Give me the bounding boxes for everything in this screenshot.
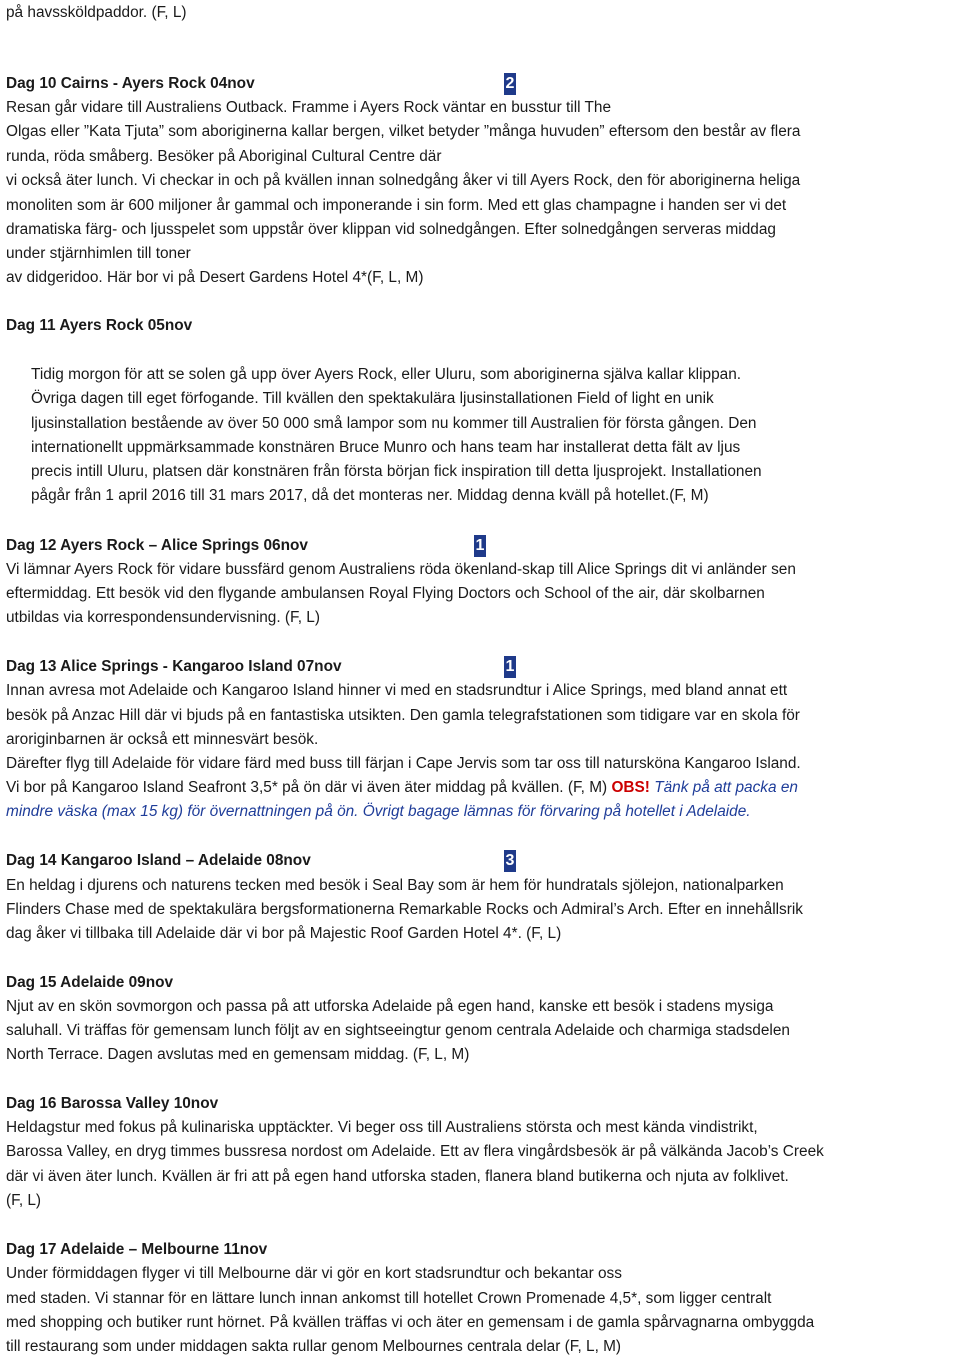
text-segment: monoliten som är 600 miljoner år gammal och imponerande i sin form. Med ett glas champagne i handen ser vi det bbox=[6, 197, 787, 214]
day-heading bbox=[6, 973, 173, 993]
day-number-badge: 3 bbox=[504, 850, 516, 872]
day-heading bbox=[6, 1094, 218, 1114]
text-line bbox=[6, 1118, 758, 1138]
text-segment: utbildas via korrespondensundervisning. (F, L) bbox=[6, 609, 320, 626]
text-line bbox=[6, 900, 803, 920]
text-segment: pågår från 1 april 2016 till 31 mars 2017, då det monteras ner. Middag denna kväll på hotellet.(F, M) bbox=[31, 487, 709, 504]
text-segment: saluhall. Vi träffas för gemensam lunch följt av en sightseeingtur genom centrala Adelaide och charmiga stadsdelen bbox=[6, 1022, 790, 1039]
day-number-badge: 1 bbox=[474, 535, 486, 557]
text-line bbox=[31, 486, 709, 506]
day-heading bbox=[6, 657, 342, 677]
text-line bbox=[31, 462, 762, 482]
text-line bbox=[6, 802, 751, 822]
text-segment: med staden. Vi stannar för en lättare lunch innan ankomst till hotellet Crown Promenade 4,5*, som ligger centralt bbox=[6, 1290, 772, 1307]
text-segment: precis intill Uluru, platsen där konstnären från första början fick inspiration till detta ljusprojekt. Installationen bbox=[31, 463, 762, 480]
text-line bbox=[31, 389, 714, 409]
day-heading bbox=[6, 1240, 267, 1260]
text-line bbox=[6, 997, 773, 1017]
text-line bbox=[6, 681, 787, 701]
text-segment: på havssköldpaddor. (F, L) bbox=[6, 4, 187, 21]
text-line bbox=[31, 414, 756, 434]
text-segment: Tidig morgon för att se solen gå upp över Ayers Rock, eller Uluru, som aboriginerna själva kallar klippan. bbox=[31, 366, 742, 383]
text-segment: En heldag i djurens och naturens tecken med besök i Seal Bay som är hem för hundratals sjölejon, nationalparken bbox=[6, 877, 784, 894]
text-segment: till restaurang som under middagen sakta rullar genom Melbournes centrala delar (F, L, M) bbox=[6, 1338, 622, 1355]
text-segment: aroriginbarnen är också ett minnesvärt besök. bbox=[6, 731, 319, 748]
text-line bbox=[6, 1264, 622, 1284]
day-heading bbox=[6, 851, 311, 871]
text-segment: Njut av en skön sovmorgon och passa på att utforska Adelaide på egen hand, kanske ett besök i stadens mysiga bbox=[6, 998, 774, 1015]
text-line bbox=[6, 924, 561, 944]
text-line bbox=[6, 1045, 469, 1065]
text-segment: dag åker vi tillbaka till Adelaide där vi bor på Majestic Roof Garden Hotel 4*. (F, L) bbox=[6, 925, 562, 942]
text-line bbox=[6, 122, 800, 142]
text-line bbox=[6, 196, 786, 216]
text-segment: under stjärnhimlen till toner bbox=[6, 245, 191, 262]
text-segment: Dag 16 Barossa Valley 10nov bbox=[6, 1095, 219, 1112]
text-line bbox=[6, 1191, 41, 1211]
text-segment: Dag 15 Adelaide 09nov bbox=[6, 974, 174, 991]
text-line bbox=[6, 1289, 771, 1309]
text-line bbox=[6, 876, 784, 896]
text-line bbox=[6, 268, 423, 288]
text-line bbox=[31, 438, 740, 458]
text-segment: Dag 10 Cairns - Ayers Rock 04nov bbox=[6, 75, 255, 92]
text-segment: Flinders Chase med de spektakulära bergsformationerna Remarkable Rocks och Admiral’s Arch. Efter en innehållsrik bbox=[6, 901, 803, 918]
text-line bbox=[6, 1337, 621, 1357]
text-line bbox=[6, 244, 191, 264]
text-line bbox=[6, 1167, 789, 1187]
text-segment: ljusinstallation bestående av över 50 000 små lampor som nu kommer till Australien för första gången. Den bbox=[31, 415, 757, 432]
text-line bbox=[6, 1142, 824, 1162]
text-segment: Dag 13 Alice Springs - Kangaroo Island 07nov bbox=[6, 658, 342, 675]
text-segment: Heldagstur med fokus på kulinariska upptäckter. Vi beger oss till Australiens största och mest kända vindistrikt, bbox=[6, 1119, 758, 1136]
day-heading bbox=[6, 316, 192, 336]
text-segment: Barossa Valley, en dryg timmes bussresa nordost om Adelaide. Ett av flera vingårdsbesök är på välkända Jacob’s Creek bbox=[6, 1143, 824, 1160]
text-line bbox=[6, 584, 765, 604]
text-segment: dramatiska färg- och ljusspelet som uppstår över klippan vid solnedgången. Efter solnedgången serveras middag bbox=[6, 221, 776, 238]
text-segment: med shopping och butiker runt hörnet. På kvällen träffas vi och äter en gemensam i de gamla spårvagnarna ombyggda bbox=[6, 1314, 815, 1331]
text-line bbox=[6, 608, 320, 628]
luggage-note: mindre väska (max 15 kg) för övernattningen på ön. Övrigt bagage lämnas för förvaring på hotellet i Adelaide. bbox=[6, 803, 751, 820]
text-segment: Därefter flyg till Adelaide för vidare färd med buss till färjan i Cape Jervis som tar oss till natursköna Kangaroo Island. bbox=[6, 755, 801, 772]
text-segment: North Terrace. Dagen avslutas med en gemensam middag. (F, L, M) bbox=[6, 1046, 470, 1063]
text-segment: runda, röda småberg. Besöker på Aboriginal Cultural Centre där bbox=[6, 148, 442, 165]
text-segment: vi också äter lunch. Vi checkar in och på kvällen innan solnedgång åker vi till Ayers Rock, den för aboriginerna heliga bbox=[6, 172, 801, 189]
luggage-note: Tänk på att packa en bbox=[649, 779, 798, 796]
text-segment: Innan avresa mot Adelaide och Kangaroo Island hinner vi med en stadsrundtur i Alice Springs, med bland annat ett bbox=[6, 682, 788, 699]
obs-label: OBS! bbox=[611, 779, 650, 796]
text-segment: Övriga dagen till eget förfogande. Till kvällen den spektakulära ljusinstallationen Field of light en unik bbox=[31, 390, 714, 407]
text-segment: Dag 14 Kangaroo Island – Adelaide 08nov bbox=[6, 852, 311, 869]
text-segment: Olgas eller ”Kata Tjuta” som aboriginerna kallar bergen, vilket betyder ”många huvuden” eftersom den består av flera bbox=[6, 123, 801, 140]
day-number-badge: 1 bbox=[504, 656, 516, 678]
text-segment: besök på Anzac Hill där vi bjuds på en fantastiska utsikten. Den gamla telegrafstationen som tidigare var en skola för bbox=[6, 707, 800, 724]
text-line bbox=[6, 147, 441, 167]
day-heading bbox=[6, 74, 255, 94]
text-segment: Dag 11 Ayers Rock 05nov bbox=[6, 317, 193, 334]
text-line bbox=[6, 560, 796, 580]
text-line bbox=[6, 706, 800, 726]
text-segment: Vi bor på Kangaroo Island Seafront 3,5* på ön där vi även äter middag på kvällen. (F, M) bbox=[6, 779, 612, 796]
text-line bbox=[6, 1313, 814, 1333]
text-line bbox=[6, 730, 318, 750]
text-segment: (F, L) bbox=[6, 1192, 42, 1209]
text-line bbox=[6, 98, 611, 118]
text-segment: Vi lämnar Ayers Rock för vidare bussfärd genom Australiens röda ökenland-skap till Alice Springs dit vi anländer sen bbox=[6, 561, 796, 578]
text-line bbox=[6, 778, 798, 798]
day-heading bbox=[6, 536, 308, 556]
text-line bbox=[6, 1021, 790, 1041]
text-segment: Dag 12 Ayers Rock – Alice Springs 06nov bbox=[6, 537, 308, 554]
text-line bbox=[6, 754, 801, 774]
text-segment: av didgeridoo. Här bor vi på Desert Gardens Hotel 4*(F, L, M) bbox=[6, 269, 424, 286]
day-number-badge: 2 bbox=[504, 73, 516, 95]
text-line bbox=[6, 220, 776, 240]
text-segment: Dag 17 Adelaide – Melbourne 11nov bbox=[6, 1241, 268, 1258]
text-segment: internationellt uppmärksammade konstnären Bruce Munro och hans team har installerat detta fält av ljus bbox=[31, 439, 741, 456]
text-line bbox=[6, 3, 187, 23]
text-line bbox=[6, 171, 800, 191]
text-segment: Under förmiddagen flyger vi till Melbourne där vi gör en kort stadsrundtur och bekantar oss bbox=[6, 1265, 622, 1282]
text-segment: Resan går vidare till Australiens Outback. Framme i Ayers Rock väntar en busstur till The bbox=[6, 99, 612, 116]
text-line bbox=[31, 365, 741, 385]
text-segment: eftermiddag. Ett besök vid den flygande ambulansen Royal Flying Doctors och School of the air, där skolbarnen bbox=[6, 585, 765, 602]
text-segment: där vi även äter lunch. Kvällen är fri att på egen hand utforska staden, flanera bland butikerna och njuta av folklivet. bbox=[6, 1168, 789, 1185]
